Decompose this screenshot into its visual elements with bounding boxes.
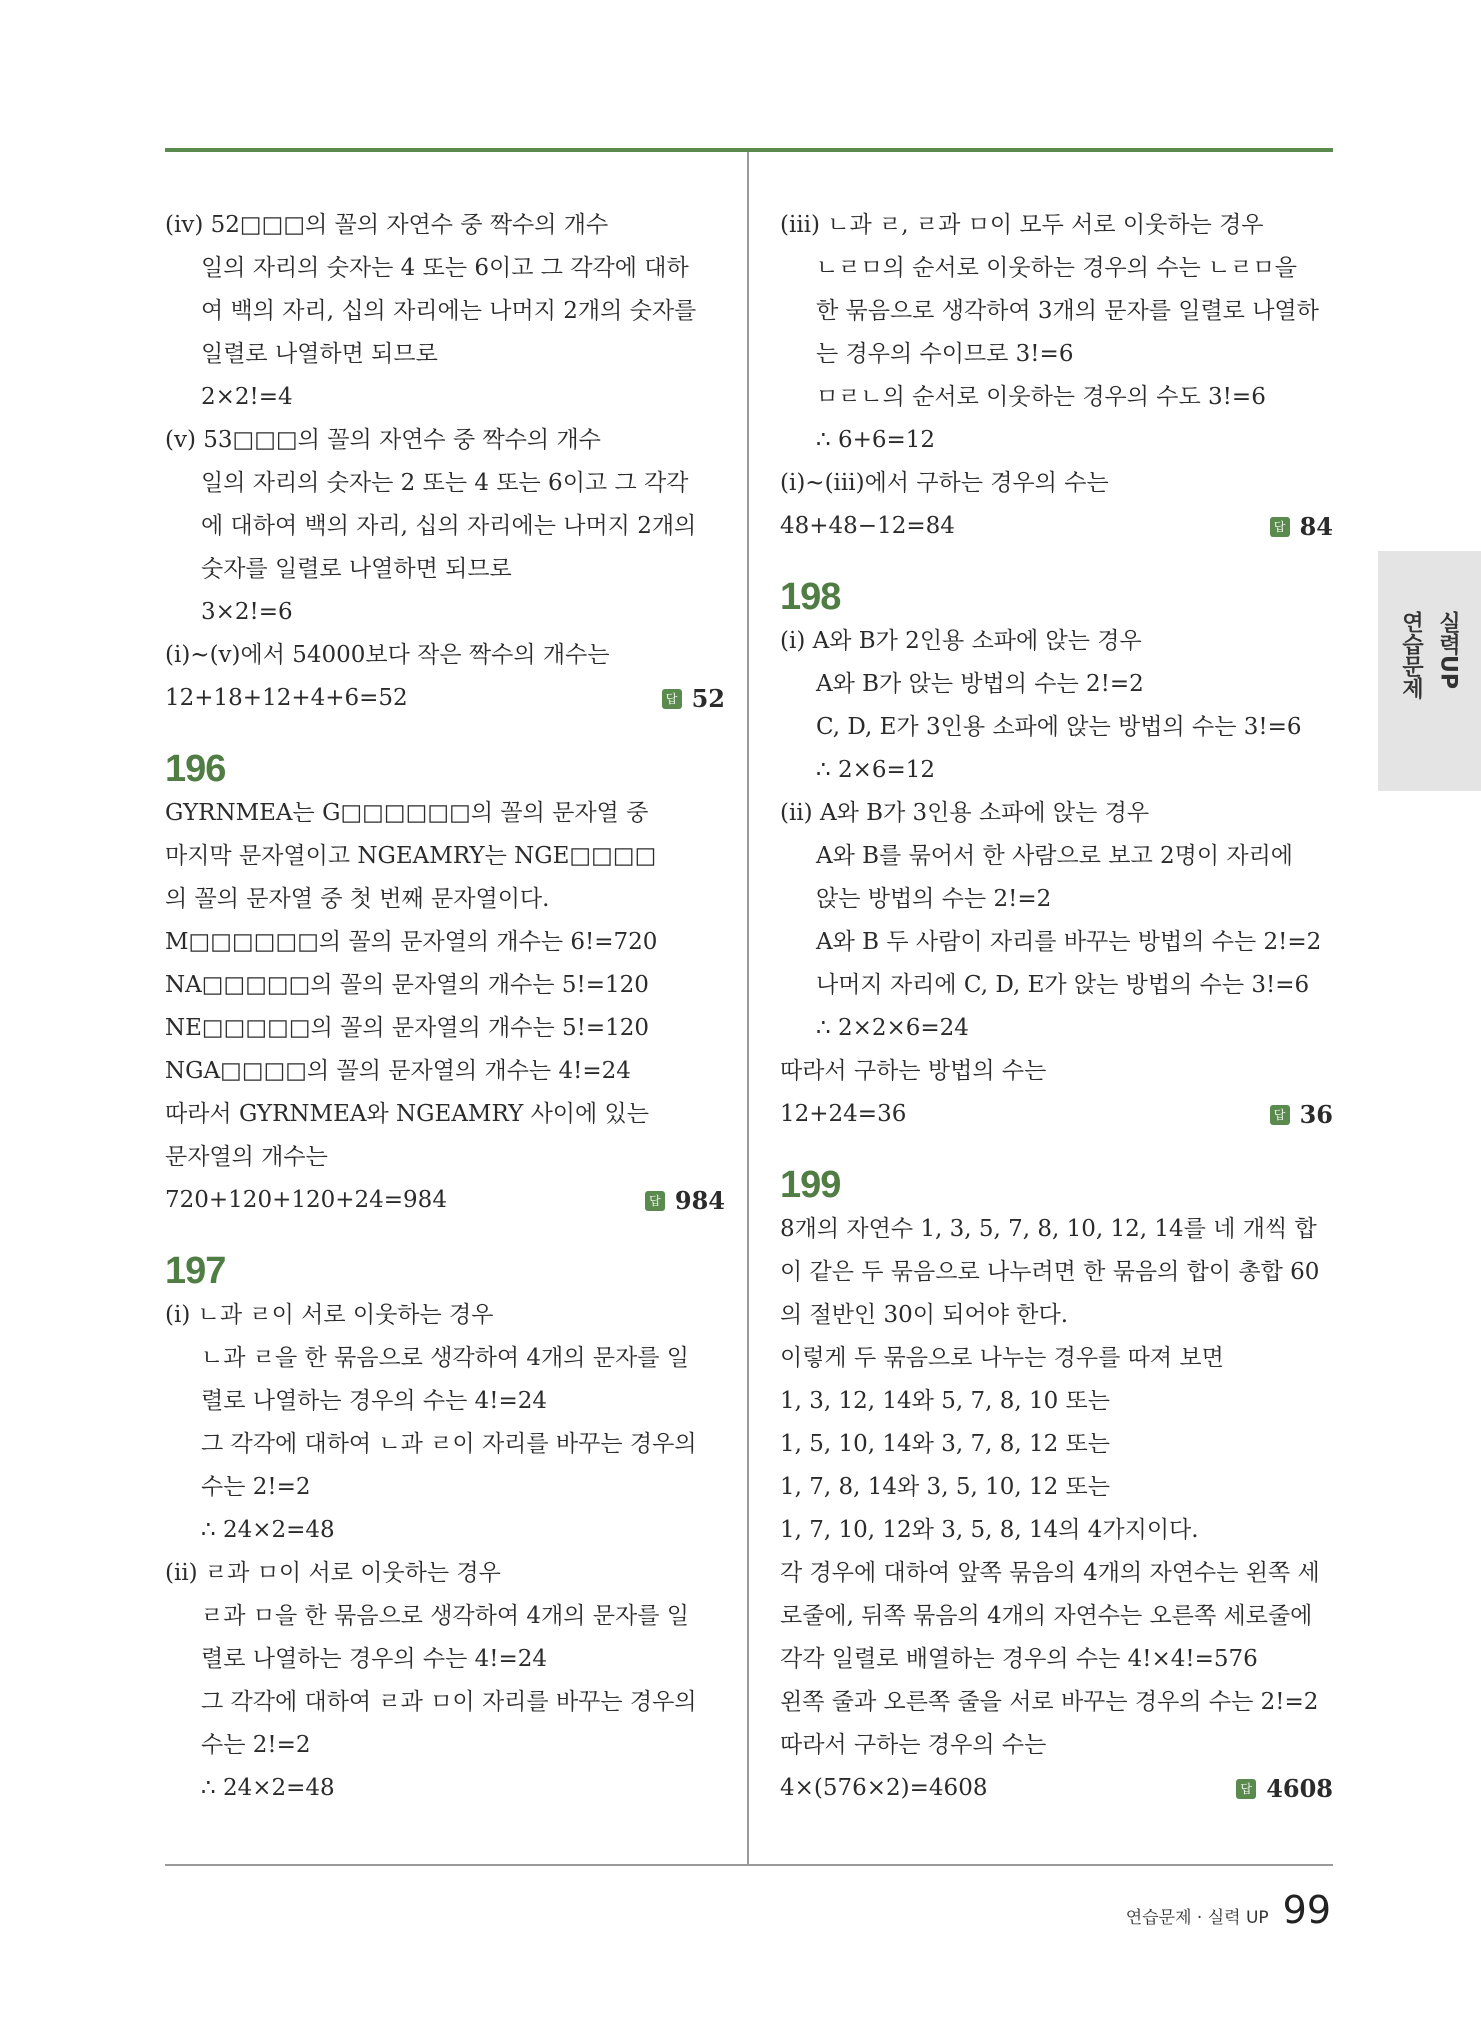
solution-subline: 여 백의 자리, 십의 자리에는 나머지 2개의 숫자를 xyxy=(201,298,697,324)
answer-mark-icon: 답 xyxy=(1270,517,1290,537)
answer-mark-icon: 답 xyxy=(662,689,682,709)
solution-text: 720+120+120+24=984 xyxy=(165,1187,447,1213)
solution-line: M□□□□□□의 꼴의 문자열의 개수는 6!=720 xyxy=(165,929,658,955)
right-column xyxy=(780,204,1333,1810)
solution-line: (ⅳ) 52□□□의 꼴의 자연수 중 짝수의 개수 xyxy=(165,212,609,238)
solution-subline: ㅁㄹㄴ의 순서로 이웃하는 경우의 수도 3!=6 xyxy=(816,384,1266,410)
solution-line: (ⅰ) ㄴ과 ㄹ이 서로 이웃하는 경우 xyxy=(165,1302,494,1328)
solution-subline: 일의 자리의 숫자는 2 또는 4 또는 6이고 그 각각 xyxy=(201,470,689,496)
solution-line: (ⅰ) A와 B가 2인용 소파에 앉는 경우 xyxy=(780,628,1142,654)
solution-subline: 나머지 자리에 C, D, E가 앉는 방법의 수는 3!=6 xyxy=(816,972,1310,998)
answer-line xyxy=(165,677,725,720)
answer-mark-icon: 답 xyxy=(1270,1105,1290,1125)
solution-subline: 앉는 방법의 수는 2!=2 xyxy=(816,886,1052,912)
solution-subline: 그 각각에 대하여 ㄹ과 ㅁ이 자리를 바꾸는 경우의 xyxy=(201,1689,697,1715)
solution-line: (ⅴ) 53□□□의 꼴의 자연수 중 짝수의 개수 xyxy=(165,427,601,453)
solution-subline: C, D, E가 3인용 소파에 앉는 방법의 수는 3!=6 xyxy=(816,714,1302,740)
solution-subline: 숫자를 일렬로 나열하면 되므로 xyxy=(201,556,512,582)
solution-subline: 일렬로 나열하면 되므로 xyxy=(201,341,438,367)
top-rule xyxy=(165,148,1333,152)
solution-line: NE□□□□□의 꼴의 문자열의 개수는 5!=120 xyxy=(165,1015,650,1041)
solution-line: (ⅱ) A와 B가 3인용 소파에 앉는 경우 xyxy=(780,800,1150,826)
solution-subline: ∴ 24×2=48 xyxy=(201,1517,335,1543)
solution-subline: ∴ 6+6=12 xyxy=(816,427,936,453)
solution-line: 각각 일렬로 배열하는 경우의 수는 4!×4!=576 xyxy=(780,1646,1258,1672)
problem-number: 198 xyxy=(780,576,841,618)
solution-subline: 에 대하여 백의 자리, 십의 자리에는 나머지 2개의 xyxy=(201,513,697,539)
solution-subline: ∴ 2×2×6=24 xyxy=(816,1015,969,1041)
problem-number: 197 xyxy=(165,1250,226,1292)
answer-line xyxy=(780,505,1333,548)
solution-line: (ⅰ)~(ⅴ)에서 54000보다 작은 짝수의 개수는 xyxy=(165,642,610,668)
answer-value: 4608 xyxy=(1266,1774,1333,1803)
solution-line: 각 경우에 대하여 앞쪽 묶음의 4개의 자연수는 왼쪽 세 xyxy=(780,1560,1320,1586)
solution-line: (ⅰ)~(ⅲ)에서 구하는 경우의 수는 xyxy=(780,470,1109,496)
solution-line: 이 같은 두 묶음으로 나누려면 한 묶음의 합이 총합 60 xyxy=(780,1259,1320,1285)
solution-line: NA□□□□□의 꼴의 문자열의 개수는 5!=120 xyxy=(165,972,649,998)
solution-subline: ㄴ과 ㄹ을 한 묶음으로 생각하여 4개의 문자를 일 xyxy=(201,1345,689,1371)
solution-line: 1, 3, 12, 14와 5, 7, 8, 10 또는 xyxy=(780,1388,1110,1414)
problem-number: 199 xyxy=(780,1164,841,1206)
solution-subline: A와 B 두 사람이 자리를 바꾸는 방법의 수는 2!=2 xyxy=(816,929,1322,955)
answer-value: 36 xyxy=(1299,1100,1333,1129)
solution-subline: 그 각각에 대하여 ㄴ과 ㄹ이 자리를 바꾸는 경우의 xyxy=(201,1431,697,1457)
solution-line: 이렇게 두 묶음으로 나누는 경우를 따져 보면 xyxy=(780,1345,1224,1371)
side-tab xyxy=(1378,551,1481,791)
answer-box xyxy=(645,1179,725,1222)
answer-value: 84 xyxy=(1299,512,1333,541)
solution-subline: 렬로 나열하는 경우의 수는 4!=24 xyxy=(201,1388,548,1414)
answer-line xyxy=(780,1093,1333,1136)
answer-mark-icon: 답 xyxy=(1236,1779,1256,1799)
solution-line: 8개의 자연수 1, 3, 5, 7, 8, 10, 12, 14를 네 개씩 합 xyxy=(780,1216,1317,1242)
solution-subline: 3×2!=6 xyxy=(201,599,293,625)
solution-line: 의 절반인 30이 되어야 한다. xyxy=(780,1302,1069,1328)
answer-value: 52 xyxy=(691,684,725,713)
footer-section-label: 연습문제 · 실력 UP xyxy=(1125,1908,1269,1928)
solution-text: 4×(576×2)=4608 xyxy=(780,1775,988,1801)
left-column xyxy=(165,204,725,1810)
solution-subline: 수는 2!=2 xyxy=(201,1474,311,1500)
solution-line: 1, 7, 8, 14와 3, 5, 10, 12 또는 xyxy=(780,1474,1110,1500)
answer-line xyxy=(780,1767,1333,1810)
solution-line: 따라서 구하는 방법의 수는 xyxy=(780,1058,1047,1084)
page-footer xyxy=(1126,1888,1331,1932)
solution-line: NGA□□□□의 꼴의 문자열의 개수는 4!=24 xyxy=(165,1058,631,1084)
solution-line: (ⅲ) ㄴ과 ㄹ, ㄹ과 ㅁ이 모두 서로 이웃하는 경우 xyxy=(780,212,1264,238)
solution-line: (ⅱ) ㄹ과 ㅁ이 서로 이웃하는 경우 xyxy=(165,1560,501,1586)
side-tab-subtitle: 연습문제 xyxy=(1398,611,1424,699)
solution-line: 1, 7, 10, 12와 3, 5, 8, 14의 4가지이다. xyxy=(780,1517,1199,1543)
solution-subline: ㄴㄹㅁ의 순서로 이웃하는 경우의 수는 ㄴㄹㅁ을 xyxy=(816,255,1297,281)
answer-box xyxy=(1270,505,1333,548)
solution-subline: 렬로 나열하는 경우의 수는 4!=24 xyxy=(201,1646,548,1672)
solution-subline: 한 묶음으로 생각하여 3개의 문자를 일렬로 나열하 xyxy=(816,298,1319,324)
column-divider xyxy=(747,152,749,1866)
solution-subline: 2×2!=4 xyxy=(201,384,293,410)
answer-box xyxy=(662,677,725,720)
page-number: 99 xyxy=(1282,1888,1331,1932)
solution-line: 왼쪽 줄과 오른쪽 줄을 서로 바꾸는 경우의 수는 2!=2 xyxy=(780,1689,1319,1715)
solution-line: GYRNMEA는 G□□□□□□의 꼴의 문자열 중 xyxy=(165,800,649,826)
answer-box xyxy=(1236,1767,1333,1810)
solution-line: 따라서 구하는 경우의 수는 xyxy=(780,1732,1047,1758)
solution-subline: 일의 자리의 숫자는 4 또는 6이고 그 각각에 대하 xyxy=(201,255,689,281)
answer-mark-icon: 답 xyxy=(645,1191,665,1211)
solution-subline: ∴ 24×2=48 xyxy=(201,1775,335,1801)
solution-subline: A와 B가 앉는 방법의 수는 2!=2 xyxy=(816,671,1144,697)
solution-text: 12+24=36 xyxy=(780,1101,907,1127)
solution-subline: 수는 2!=2 xyxy=(201,1732,311,1758)
solution-line: 따라서 GYRNMEA와 NGEAMRY 사이에 있는 xyxy=(165,1101,649,1127)
solution-text: 12+18+12+4+6=52 xyxy=(165,685,408,711)
solution-subline: 는 경우의 수이므로 3!=6 xyxy=(816,341,1074,367)
solution-line: 문자열의 개수는 xyxy=(165,1144,328,1170)
answer-line xyxy=(165,1179,725,1222)
solution-line: 로줄에, 뒤쪽 묶음의 4개의 자연수는 오른쪽 세로줄에 xyxy=(780,1603,1313,1629)
solution-subline: A와 B를 묶어서 한 사람으로 보고 2명이 자리에 xyxy=(816,843,1294,869)
answer-value: 984 xyxy=(674,1186,725,1215)
solution-line: 1, 5, 10, 14와 3, 7, 8, 12 또는 xyxy=(780,1431,1110,1457)
solution-text: 48+48−12=84 xyxy=(780,513,955,539)
solution-subline: ∴ 2×6=12 xyxy=(816,757,936,783)
solution-subline: ㄹ과 ㅁ을 한 묶음으로 생각하여 4개의 문자를 일 xyxy=(201,1603,689,1629)
solution-line: 마지막 문자열이고 NGEAMRY는 NGE□□□□ xyxy=(165,843,657,869)
problem-number: 196 xyxy=(165,748,226,790)
answer-box xyxy=(1270,1093,1333,1136)
solution-line: 의 꼴의 문자열 중 첫 번째 문자열이다. xyxy=(165,886,550,912)
side-tab-title: 실력UP xyxy=(1435,611,1461,689)
bottom-rule xyxy=(165,1864,1333,1866)
